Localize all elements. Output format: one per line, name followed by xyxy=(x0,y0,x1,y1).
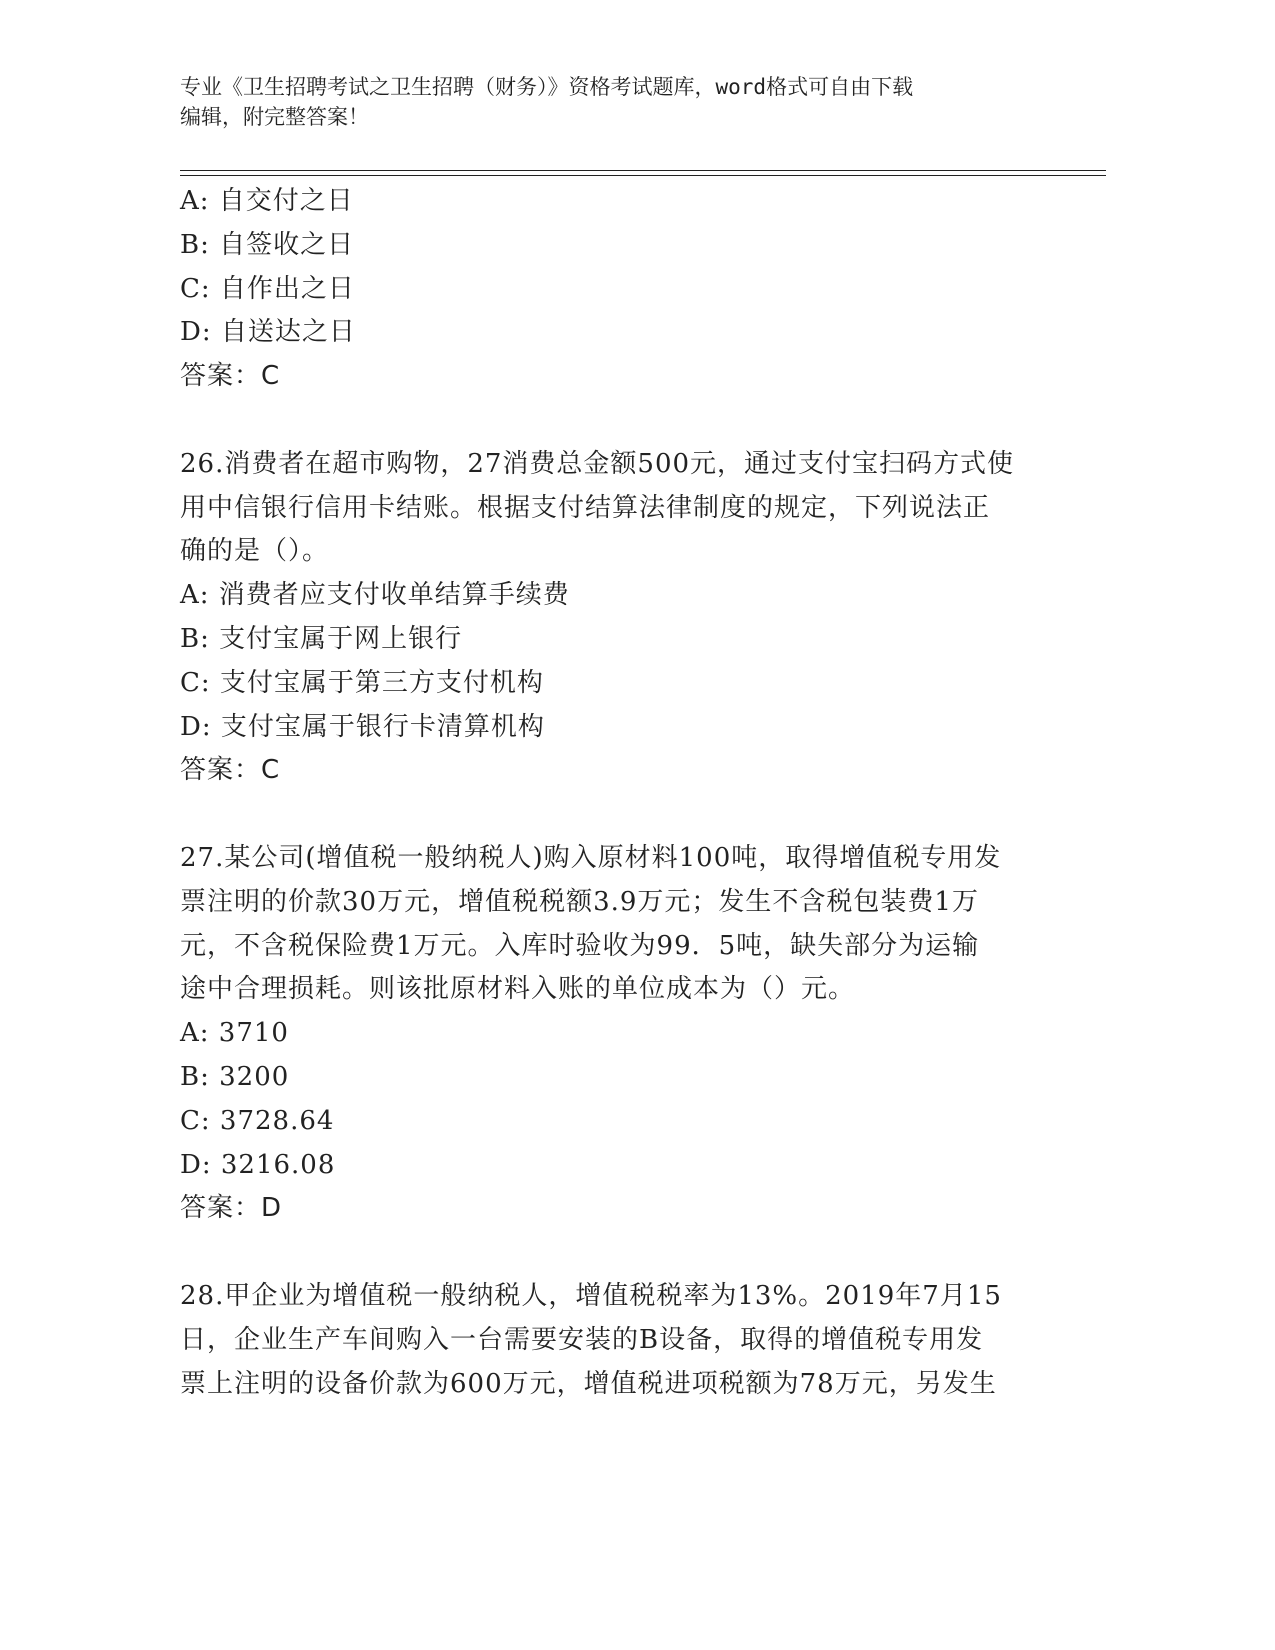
option-a: A: 3710 xyxy=(180,1018,289,1049)
question-text-line: 确的是（）。 xyxy=(180,536,330,567)
spacer xyxy=(180,399,1040,443)
option-c: C: 支付宝属于第三方支付机构 xyxy=(180,667,544,698)
option-d: D: 3216.08 xyxy=(180,1149,336,1180)
question-27 xyxy=(180,837,1040,1231)
answer-line: 答案：C xyxy=(180,755,281,786)
option-b: B: 自签收之日 xyxy=(180,229,355,260)
question-text-line: 票注明的价款30万元，增值税税额3.9万元；发生不含税包装费1万 xyxy=(180,886,979,917)
option-a: A: 自交付之日 xyxy=(180,186,354,216)
question-text-line: 票上注明的设备价款为600万元，增值税进项税额为78万元，另发生 xyxy=(180,1368,997,1399)
question-text-line: 途中合理损耗。则该批原材料入账的单位成本为（）元。 xyxy=(180,974,856,1005)
question-content xyxy=(180,180,1040,1406)
question-text-line: 27.某公司(增值税一般纳税人)购入原材料100吨，取得增值税专用发 xyxy=(180,842,1002,873)
option-b: B: 支付宝属于网上银行 xyxy=(180,623,463,654)
document-header xyxy=(180,72,1060,132)
question-28 xyxy=(180,1275,1040,1406)
header-divider-bottom xyxy=(180,175,1106,176)
question-text-line: 日，企业生产车间购入一台需要安装的B设备，取得的增值税专用发 xyxy=(180,1324,984,1355)
header-line-1: 专业《卫生招聘考试之卫生招聘（财务）》资格考试题库，word格式可自由下载 xyxy=(180,75,914,99)
option-c: C: 自作出之日 xyxy=(180,273,355,304)
option-d: D: 支付宝属于银行卡清算机构 xyxy=(180,711,545,742)
question-25 xyxy=(180,180,1040,399)
question-text-line: 28.甲企业为增值税一般纳税人，增值税税率为13%。2019年7月15 xyxy=(180,1280,1002,1311)
spacer xyxy=(180,1231,1040,1275)
option-c: C: 3728.64 xyxy=(180,1105,335,1136)
question-26 xyxy=(180,443,1040,793)
option-b: B: 3200 xyxy=(180,1061,290,1092)
question-text-line: 用中信银行信用卡结账。根据支付结算法律制度的规定，下列说法正 xyxy=(180,492,991,523)
header-divider-top xyxy=(180,170,1106,171)
answer-line: 答案：D xyxy=(180,1193,283,1224)
spacer xyxy=(180,793,1040,837)
option-a: A: 消费者应支付收单结算手续费 xyxy=(180,580,570,611)
header-line-2: 编辑，附完整答案！ xyxy=(180,105,369,129)
answer-line: 答案：C xyxy=(180,361,281,392)
question-text-line: 26.消费者在超市购物，27消费总金额500元，通过支付宝扫码方式使 xyxy=(180,448,1015,479)
option-d: D: 自送达之日 xyxy=(180,317,356,348)
question-text-line: 元，不含税保险费1万元。入库时验收为99．5吨，缺失部分为运输 xyxy=(180,930,980,961)
